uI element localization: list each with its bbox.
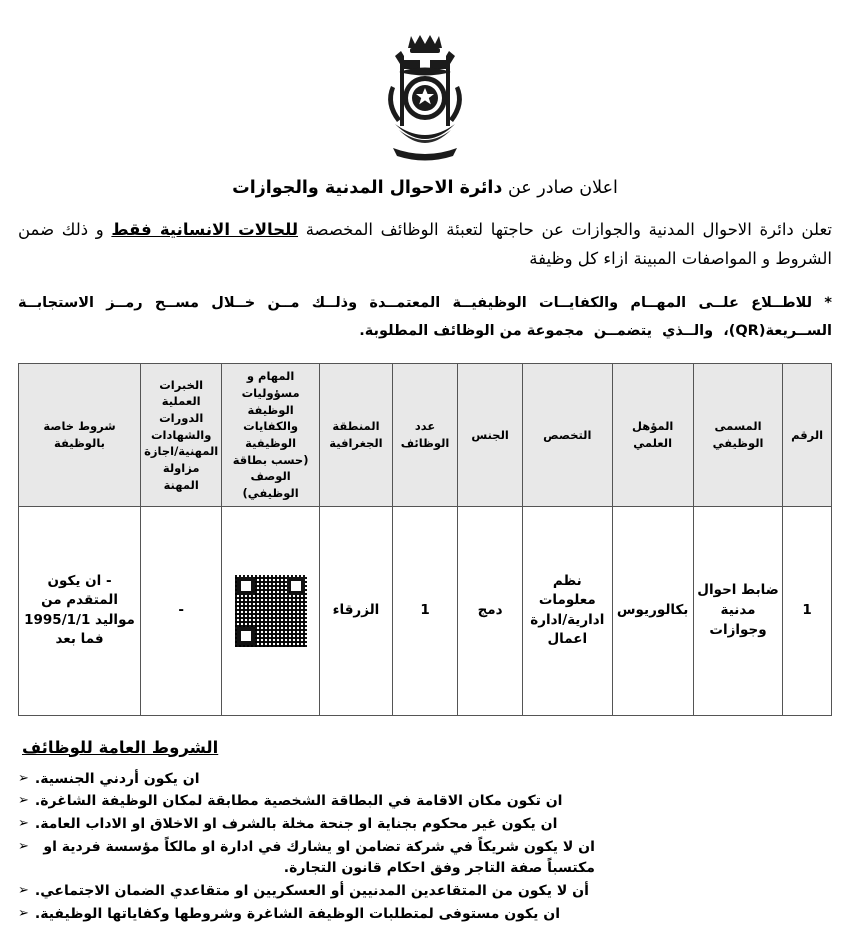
cell-qualification: بكالوريوس [612, 506, 693, 715]
col-header-job-title: المسمى الوظيفي [693, 364, 782, 506]
cell-region: الزرقاء [319, 506, 392, 715]
qr-note-tail: مجموعة من الوظائف المطلوبة. [359, 322, 584, 339]
jordan-coat-of-arms-icon [365, 26, 485, 166]
intro-part-1: تعلن دائرة الاحوال المدنية والجوازات عن حاجتها لتعبئة الوظائف المخصصة [298, 220, 832, 239]
condition-text: ان يكون مستوفى لمتطلبات الوظيفة الشاغرة وشروطها وكفاياتها الوظيفية. [34, 905, 561, 922]
arrow-bullet-icon: ➢ [18, 905, 29, 921]
jobs-table [18, 363, 832, 715]
col-header-special-conditions: شروط خاصة بالوظيفة [19, 364, 141, 506]
col-header-specialization: التخصص [523, 364, 612, 506]
cell-count: 1 [393, 506, 458, 715]
cell-gender: دمج [458, 506, 523, 715]
col-header-count: عدد الوظائف [393, 364, 458, 506]
arrow-bullet-icon: ➢ [18, 816, 29, 832]
intro-emphasis: للحالات الانسانية فقط [111, 220, 299, 239]
condition-text: ان يكون غير محكوم بجناية او جنحة مخلة بالشرف او الاخلاق او الاداب العامة. [34, 816, 558, 833]
list-item [18, 769, 832, 791]
qr-note [18, 290, 832, 345]
list-item [18, 837, 832, 880]
arrow-bullet-icon: ➢ [18, 770, 29, 786]
cell-job-title: ضابط احوال مدنية وجوازات [693, 506, 782, 715]
list-item [18, 904, 832, 926]
col-header-qualification: المؤهل العلمي [612, 364, 693, 506]
table-row [19, 506, 832, 715]
cell-specialization: نظم معلومات ادارية/ادارة اعمال [523, 506, 612, 715]
col-header-region: المنطقة الجغرافية [319, 364, 392, 506]
condition-text: أن لا يكون من المتقاعدين المدنيين أو العسكريين او متقاعدي الضمان الاجتماعي. [34, 883, 589, 900]
condition-text: ان لا يكون شريكاً في شركة تضامن او يشارك في ادارة او مالكاً مؤسسة فردية او مكتسباً صفة التاجر وفق احكام قانون التجارة. [43, 838, 595, 877]
headline-prefix: اعلان صادر عن [502, 178, 618, 198]
page-title [18, 178, 832, 198]
emblem-container [18, 0, 832, 166]
list-item [18, 814, 832, 836]
cell-experience: - [141, 506, 222, 715]
arrow-bullet-icon: ➢ [18, 883, 29, 899]
arrow-bullet-icon: ➢ [18, 838, 29, 854]
qr-code-icon[interactable] [233, 573, 309, 649]
col-header-gender: الجنس [458, 364, 523, 506]
list-item [18, 791, 832, 813]
col-header-duties: المهام و مسؤوليات الوظيفة والكفايات الوظيفية (حسب بطاقة الوصف الوظيفي) [222, 364, 320, 506]
headline-department: دائرة الاحوال المدنية والجوازات [232, 178, 503, 198]
col-header-number: الرقم [783, 364, 832, 506]
qr-note-main: * للاطــلاع علــى المهــام والكفايــات الوظيفيــة المعتمــدة وذلــك مــن خــلال مســح رمــز الاستجابــة الســريعة(QR)، والــذي يتضمــن [18, 295, 832, 339]
intro-paragraph [18, 216, 832, 274]
conditions-title: الشروط العامة للوظائف [22, 737, 219, 757]
conditions-list [18, 769, 832, 926]
arrow-bullet-icon: ➢ [18, 793, 29, 809]
cell-special-conditions: - ان يكون المتقدم من مواليد 1995/1/1 فما بعد [19, 506, 141, 715]
intro-part-2: و ذلك ضمن الشروط و المواصفات المبينة ازاء كل وظيفة [18, 220, 832, 268]
qr-holder [225, 573, 316, 649]
col-header-experience: الخبرات العملية الدورات والشهادات المهنية/اجازة مزاولة المهنة [141, 364, 222, 506]
cell-duties-qr[interactable] [222, 506, 320, 715]
condition-text: ان يكون أردني الجنسية. [34, 770, 200, 787]
condition-text: ان تكون مكان الاقامة في البطاقة الشخصية مطابقة لمكان الوظيفة الشاغرة. [34, 793, 563, 810]
cell-number: 1 [783, 506, 832, 715]
list-item [18, 881, 832, 903]
table-header-row [19, 364, 832, 506]
